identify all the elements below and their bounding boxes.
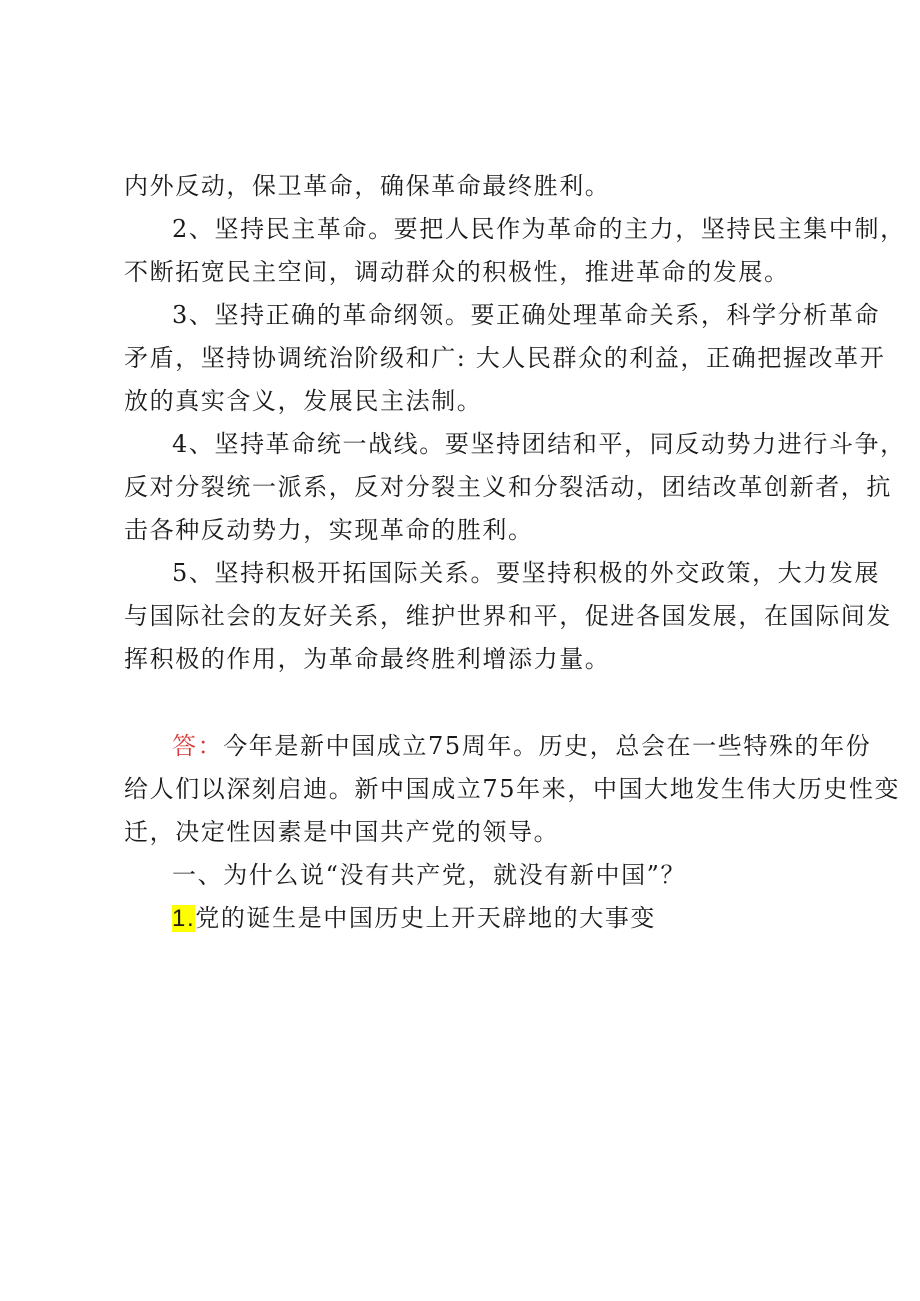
answer-line: 给人们以深刻启迪。新中国成立75年来，中国大地发生伟大历史性变	[124, 775, 901, 803]
paragraph-line: 3、坚持正确的革命纲领。要正确处理革命关系，科学分析革命	[172, 301, 881, 329]
paragraph-line: 放的真实含义，发展民主法制。	[124, 387, 483, 415]
paragraph-line: 内外反动，保卫革命，确保革命最终胜利。	[124, 172, 611, 200]
answer-first-line	[172, 730, 872, 762]
item-number: 1.	[172, 905, 196, 932]
paragraph-line: 击各种反动势力，实现革命的胜利。	[124, 516, 534, 544]
answer-line: 迁，决定性因素是中国共产党的领导。	[124, 818, 560, 846]
paragraph-line: 5、坚持积极开拓国际关系。要坚持积极的外交政策，大力发展	[172, 559, 881, 587]
paragraph-line: 不断拓宽民主空间，调动群众的积极性，推进革命的发展。	[124, 258, 790, 286]
paragraph-line: 反对分裂统一派系，反对分裂主义和分裂活动，团结改革创新者，抗	[124, 473, 892, 501]
list-item	[172, 902, 814, 935]
paragraph-line: 4、坚持革命统一战线。要坚持团结和平，同反动势力进行斗争，	[172, 430, 906, 458]
paragraph-line: 挥积极的作用，为革命最终胜利增添力量。	[124, 645, 611, 673]
answer-label: 答：	[172, 732, 224, 760]
paragraph-line: 2、坚持民主革命。要把人民作为革命的主力，坚持民主集中制，	[172, 215, 906, 243]
answer-text: 今年是新中国成立75周年。历史，总会在一些特殊的年份	[223, 732, 872, 760]
paragraph-line: 矛盾，坚持协调统治阶级和广: 大人民群众的利益，正确把握改革开	[124, 344, 886, 372]
section-heading: 一、为什么说“没有共产党，就没有新中国”？	[172, 861, 687, 889]
item-text: 党的诞生是中国历史上开天辟地的大事变	[195, 904, 657, 932]
paragraph-line: 与国际社会的友好关系，维护世界和平，促进各国发展，在国际间发	[124, 602, 892, 630]
